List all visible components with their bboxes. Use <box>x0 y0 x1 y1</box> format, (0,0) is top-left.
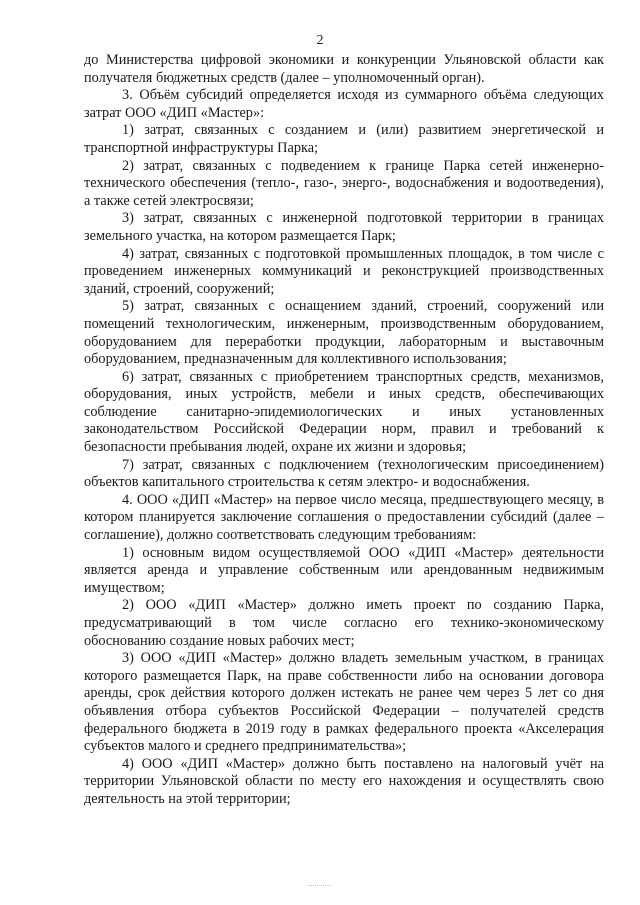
paragraph-clause-4: 4. ООО «ДИП «Мастер» на первое число месяца, предшествующего месяцу, в котором планируется заключение соглашения о предоставлении субсидий (далее – соглашение), должно соответствовать следующим требованиям: <box>84 491 604 544</box>
paragraph-clause-3: 3. Объём субсидий определяется исходя из суммарного объёма следующих затрат ООО «ДИП «Мастер»: <box>84 87 604 121</box>
paragraph-clause-3-item-6: 6) затрат, связанных с приобретением транспортных средств, механизмов, оборудования, иных устройств, мебели и иных средств, обеспечивающих соблюдение санитарно-эпидемиологических и иных установленных законодательством Российской Федерации норм, правил и требований к безопасности пребывания людей, охране их жизни и здоровья; <box>84 368 604 456</box>
paragraph-clause-3-item-3: 3) затрат, связанных с инженерной подготовкой территории в границах земельного участка, на котором размещается Парк; <box>84 210 604 244</box>
paragraph-continuation: до Министерства цифровой экономики и конкуренции Ульяновской области как получателя бюджетных средств (далее – уполномоченный орган). <box>84 52 604 86</box>
scan-footer-mark <box>308 885 332 889</box>
paragraph-clause-4-item-4: 4) ООО «ДИП «Мастер» должно быть поставлено на налоговый учёт на территории Ульяновской области по месту его нахождения и осуществлять свою деятельность на этой территории; <box>84 755 604 807</box>
paragraph-clause-3-item-1: 1) затрат, связанных с созданием и (или) развитием энергетической и транспортной инфраструктуры Парка; <box>84 122 604 156</box>
paragraph-clause-4-item-3: 3) ООО «ДИП «Мастер» должно владеть земельным участком, в границах которого размещается Парк, на праве собственности либо на основании договора аренды, срок действия которого должен истекать не ранее чем через 5 лет со дня объявления отбора субъектов Российской Федерации – получателей средств федерального бюджета в 2019 году в рамках федерального проекта «Акселерация субъектов малого и среднего предпринимательства»; <box>84 650 604 755</box>
page-number: 2 <box>316 33 324 48</box>
paragraph-clause-3-item-2: 2) затрат, связанных с подведением к границе Парка сетей инженерно-технического обеспечения (тепло-, газо-, энерго-, водоснабжения и водоотведения), а также сетей электросвязи; <box>84 157 604 209</box>
paragraph-clause-4-item-1: 1) основным видом осуществляемой ООО «ДИП «Мастер» деятельности является аренда и управление собственным или арендованным недвижимым имуществом; <box>84 544 604 596</box>
paragraph-clause-4-item-2: 2) ООО «ДИП «Мастер» должно иметь проект по созданию Парка, предусматривающий в том числе согласно его технико-экономическому обоснованию создание новых рабочих мест; <box>84 597 604 649</box>
paragraph-clause-3-item-5: 5) затрат, связанных с оснащением зданий, строений, сооружений или помещений технологическим, инженерным, производственным оборудованием, оборудованием для переработки продукции, лабораторным и выставочным оборудованием, предназначенным для коллективного использования; <box>84 298 604 368</box>
paragraph-clause-3-item-4: 4) затрат, связанных с подготовкой промышленных площадок, в том числе с проведением инженерных коммуникаций и реконструкцией производственных зданий, строений, сооружений; <box>84 245 604 297</box>
document-body <box>84 52 604 809</box>
paragraph-clause-3-item-7: 7) затрат, связанных с подключением (технологическим присоединением) объектов капитального строительства к сетям электро- и водоснабжения. <box>84 456 604 491</box>
